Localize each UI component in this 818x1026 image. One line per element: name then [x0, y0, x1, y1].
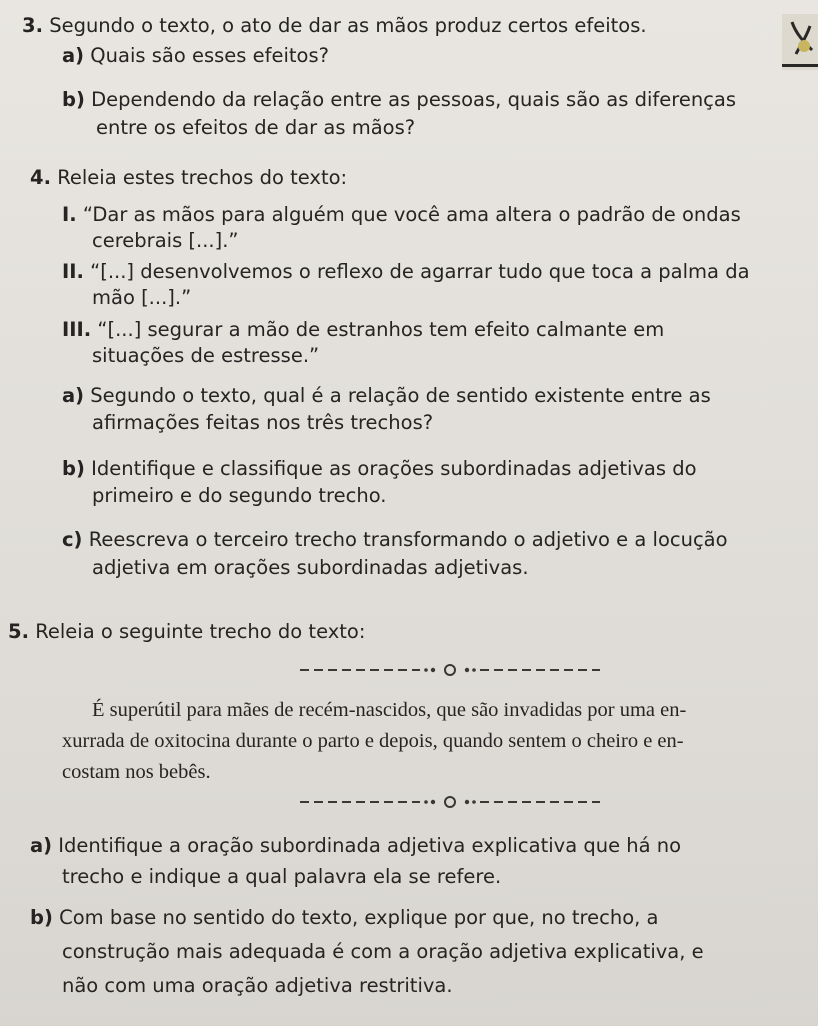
q5-b-text-1: Com base no sentido do texto, explique por que, no trecho, a	[59, 906, 659, 929]
q5-stem	[8, 620, 365, 644]
q5-excerpt-line2: xurrada de oxitocina durante o parto e depois, quando sentem o cheiro e en-	[62, 730, 684, 752]
q4-stem-text: Releia estes trechos do texto:	[57, 166, 348, 189]
q4-item-c-line1	[62, 528, 728, 552]
q5-excerpt-line1: É superútil para mães de recém-nascidos, que são invadidas por uma en-	[92, 699, 687, 721]
q4-stem	[30, 166, 347, 190]
q5-item-b-line3: não com uma oração adjetiva restritiva.	[62, 974, 453, 997]
q4-excerpt-ii-line2: mão [...].”	[92, 286, 192, 309]
q5-b-letter: b)	[30, 906, 53, 929]
q3-b-letter: b)	[62, 88, 85, 111]
q4-iii-text-1: “[...] segurar a mão de estranhos tem efeito calmante em	[97, 318, 665, 341]
q4-a-letter: a)	[62, 384, 85, 407]
q4-item-c-line2: adjetiva em orações subordinadas adjetivas.	[92, 556, 529, 579]
q4-ii-label: II.	[62, 260, 84, 283]
q4-excerpt-i-line1	[62, 203, 741, 227]
q3-item-b-line2: entre os efeitos de dar as mãos?	[96, 116, 416, 139]
q5-item-a-line1	[30, 834, 681, 858]
q4-item-b-line2: primeiro e do segundo trecho.	[92, 484, 387, 507]
q4-excerpt-ii-line1	[62, 260, 750, 284]
q4-c-text-1: Reescreva o terceiro trecho transformando o adjetivo e a locução	[88, 528, 728, 551]
excerpt-bottom-divider	[300, 794, 600, 808]
q3-item-a	[62, 44, 329, 68]
q5-number: 5.	[8, 620, 29, 643]
q5-a-letter: a)	[30, 834, 53, 857]
q5-item-b-line2: construção mais adequada é com a oração adjetiva explicativa, e	[62, 940, 704, 963]
q4-excerpt-iii-line2: situações de estresse.”	[92, 344, 320, 367]
q4-a-text-1: Segundo o texto, qual é a relação de sentido existente entre as	[90, 384, 711, 407]
q3-a-text: Quais são esses efeitos?	[90, 44, 329, 67]
q4-b-text-1: Identifique e classifique as orações subordinadas adjetivas do	[91, 457, 697, 480]
q3-stem-text: Segundo o texto, o ato de dar as mãos produz certos efeitos.	[49, 14, 647, 37]
q3-number: 3.	[22, 14, 43, 37]
q4-iii-label: III.	[62, 318, 92, 341]
q4-item-a-line1	[62, 384, 711, 408]
q3-item-b-line1	[62, 88, 736, 112]
q3-a-letter: a)	[62, 44, 85, 67]
q4-i-label: I.	[62, 203, 77, 226]
q5-a-text-1: Identifique a oração subordinada adjetiva explicativa que há no	[58, 834, 682, 857]
q5-stem-text: Releia o seguinte trecho do texto:	[35, 620, 366, 643]
activity-icon	[774, 6, 818, 72]
q4-item-b-line1	[62, 457, 697, 481]
q5-item-a-line2: trecho e indique a qual palavra ela se refere.	[62, 865, 502, 888]
q5-item-b-line1	[30, 906, 658, 930]
excerpt-top-divider	[300, 662, 600, 676]
q3-stem	[22, 14, 647, 38]
q4-excerpt-i-line2: cerebrais [...].”	[92, 229, 239, 252]
q4-b-letter: b)	[62, 457, 85, 480]
q4-i-text-1: “Dar as mãos para alguém que você ama altera o padrão de ondas	[82, 203, 741, 226]
q4-c-letter: c)	[62, 528, 83, 551]
q5-excerpt-line3: costam nos bebês.	[62, 761, 211, 783]
q4-number: 4.	[30, 166, 51, 189]
q4-item-a-line2: afirmações feitas nos três trechos?	[92, 411, 434, 434]
q4-excerpt-iii-line1	[62, 318, 664, 342]
q4-ii-text-1: “[...] desenvolvemos o reflexo de agarrar tudo que toca a palma da	[90, 260, 750, 283]
q3-b-text-1: Dependendo da relação entre as pessoas, quais são as diferenças	[91, 88, 737, 111]
